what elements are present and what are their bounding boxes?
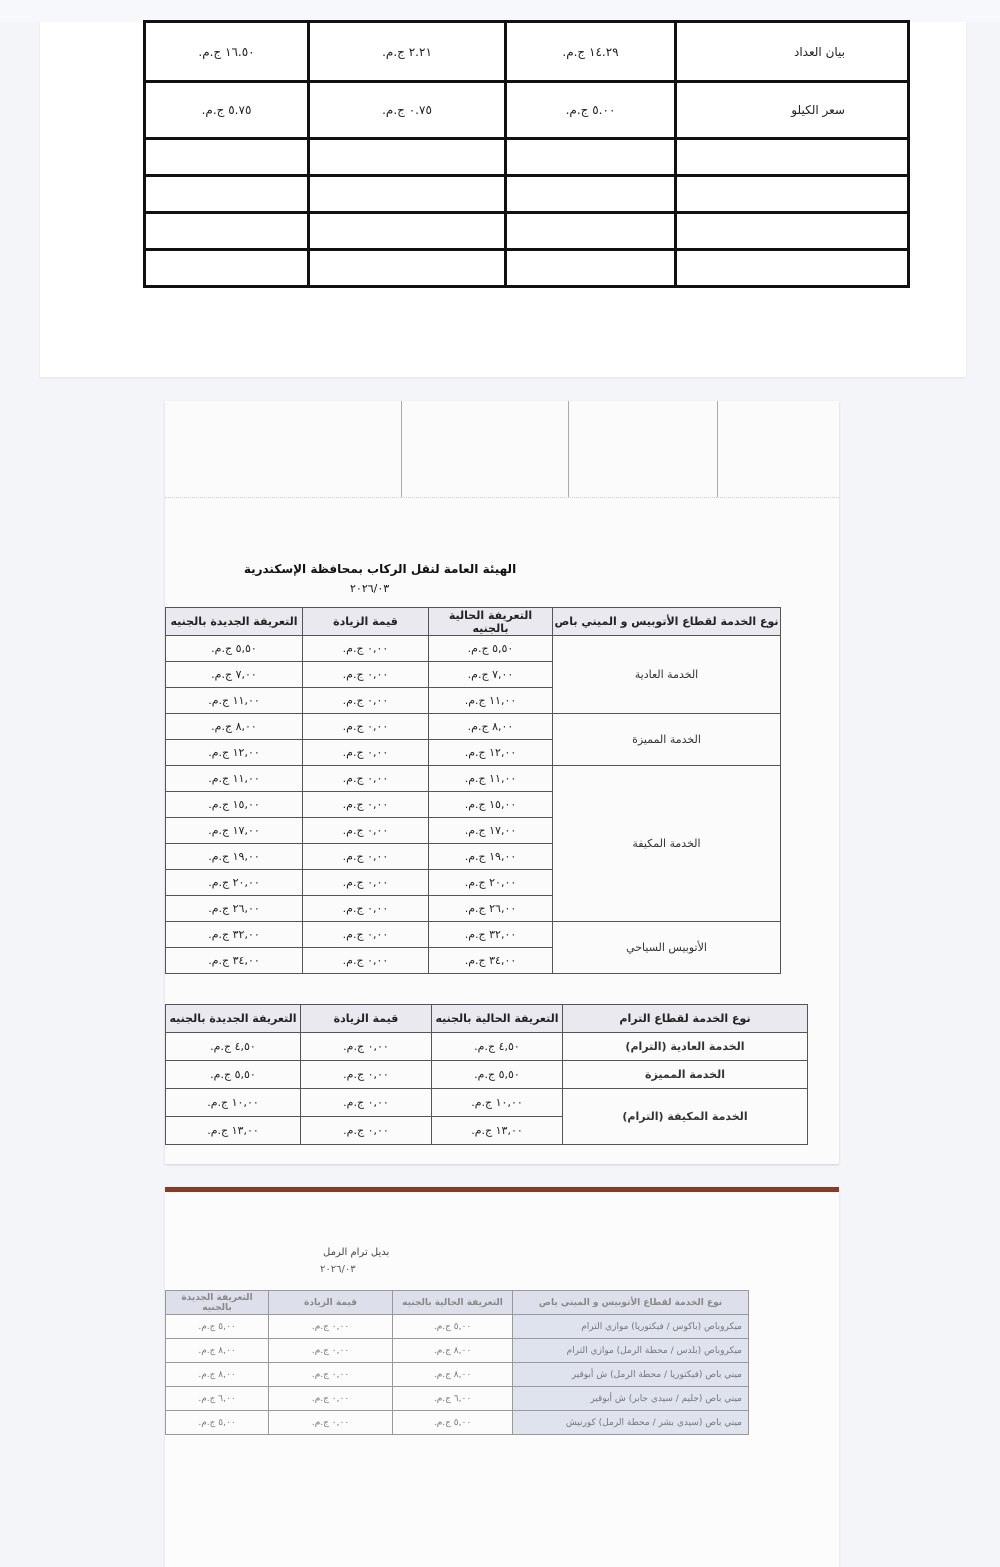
current-fare-cell: ٣٤,٠٠ ج.م. xyxy=(429,948,553,974)
increase-cell: ٠,٠٠ ج.م. xyxy=(303,844,429,870)
new-fare-cell: ٢٠,٠٠ ج.م. xyxy=(166,870,303,896)
new-fare-cell: ١٧,٠٠ ج.م. xyxy=(166,818,303,844)
header-new: التعريفة الجديدة بالجنيه xyxy=(166,1291,269,1315)
header-increase: قيمة الزيادة xyxy=(301,1005,432,1033)
table-row xyxy=(166,1033,808,1061)
service-type-cell: ميني باص (سيدي بشر / محطة الرمل) كورنيش xyxy=(513,1411,749,1435)
current-fare-cell: ٥,٠٠ ج.م. xyxy=(393,1411,513,1435)
new-fare-cell: ٤,٥٠ ج.م. xyxy=(166,1033,301,1061)
current-fare-cell: ٨,٠٠ ج.م. xyxy=(393,1339,513,1363)
table-row xyxy=(166,1411,749,1435)
increase-cell: ٠,٠٠ ج.م. xyxy=(303,896,429,922)
meter-fare-card xyxy=(40,22,966,377)
current-fare-cell: ٢٦,٠٠ ج.م. xyxy=(429,896,553,922)
current-fare-cell: ١١,٠٠ ج.م. xyxy=(429,766,553,792)
scan-edge xyxy=(165,1187,839,1192)
current-fare-cell: ١٣,٠٠ ج.م. xyxy=(432,1117,563,1145)
new-fare-cell: ٥,٥٠ ج.م. xyxy=(166,636,303,662)
new-fare-cell: ١١,٠٠ ج.م. xyxy=(166,766,303,792)
header-current: التعريفة الحالية بالجنيه xyxy=(429,608,553,636)
table-row xyxy=(166,1363,749,1387)
empty-row xyxy=(145,250,909,287)
table-header-row xyxy=(166,1291,749,1315)
header-service-type: نوع الخدمة لقطاع الأتوبيس و الميني باص xyxy=(513,1291,749,1315)
header-service-type: نوع الخدمة لقطاع الأتوبيس و الميني باص xyxy=(553,608,781,636)
top-bar xyxy=(0,0,1000,22)
table-row xyxy=(166,1089,808,1117)
new-fare-cell: ١٩,٠٠ ج.م. xyxy=(166,844,303,870)
tram-alternative-table xyxy=(165,1290,749,1435)
header-increase: قيمة الزيادة xyxy=(303,608,429,636)
ramleh-tram-alternative-scan xyxy=(165,1187,839,1567)
doc3-date: ٢٠٢٦/٠٣ xyxy=(320,1264,356,1275)
service-type-cell: الخدمة المكيفة xyxy=(553,766,781,922)
table-row xyxy=(166,1061,808,1089)
new-fare-cell: ١١,٠٠ ج.م. xyxy=(166,688,303,714)
increase-cell: ٠,٠٠ ج.م. xyxy=(269,1315,393,1339)
doc3-title: بديل ترام الرمل xyxy=(323,1247,390,1258)
service-type-cell: الخدمة العادية xyxy=(553,636,781,714)
increase-cell: ٠,٠٠ ج.م. xyxy=(303,792,429,818)
increase-cell: ٠,٠٠ ج.م. xyxy=(301,1117,432,1145)
new-fare-cell: ٨,٠٠ ج.م. xyxy=(166,714,303,740)
increase-cell: ٠,٠٠ ج.م. xyxy=(303,740,429,766)
new-fare-cell: ١٢,٠٠ ج.م. xyxy=(166,740,303,766)
table-row xyxy=(166,1387,749,1411)
new-fare-cell: ١٥,٠٠ ج.م. xyxy=(166,792,303,818)
table-row xyxy=(145,22,909,82)
new-fare-cell: ٨,٠٠ ج.م. xyxy=(166,1339,269,1363)
current-fare-cell: ٣٢,٠٠ ج.م. xyxy=(429,922,553,948)
header-current: التعريفة الحالية بالجنيه xyxy=(432,1005,563,1033)
previous-page-stub xyxy=(165,401,839,498)
current-fare-cell: ١٥,٠٠ ج.م. xyxy=(429,792,553,818)
current-fare-cell: ١٠,٠٠ ج.م. xyxy=(432,1089,563,1117)
new-fare-cell: ٣٤,٠٠ ج.م. xyxy=(166,948,303,974)
empty-row xyxy=(145,213,909,250)
table-row xyxy=(166,636,781,662)
increase-cell: ٠,٠٠ ج.م. xyxy=(301,1061,432,1089)
increase-cell: ٠,٠٠ ج.م. xyxy=(303,714,429,740)
new-value: ٥.٧٥ ج.م. xyxy=(145,82,309,139)
header-increase: قيمة الزيادة xyxy=(269,1291,393,1315)
current-fare-cell: ٨,٠٠ ج.م. xyxy=(429,714,553,740)
service-type-cell: ميكروباص (باكوس / فيكتوريا) موازي الترام xyxy=(513,1315,749,1339)
new-value: ١٦.٥٠ ج.م. xyxy=(145,22,309,82)
table-row xyxy=(166,922,781,948)
table-header-row xyxy=(166,608,781,636)
increase-cell: ٠,٠٠ ج.م. xyxy=(303,922,429,948)
table-row xyxy=(166,1315,749,1339)
new-fare-cell: ٥,٠٠ ج.م. xyxy=(166,1315,269,1339)
fare-sheet-scan xyxy=(165,401,839,1164)
meter-fare-table xyxy=(143,20,910,288)
tram-fare-table xyxy=(165,1004,808,1145)
current-value: ٥.٠٠ ج.م. xyxy=(506,82,676,139)
new-fare-cell: ٥,٥٠ ج.م. xyxy=(166,1061,301,1089)
increase-cell: ٠,٠٠ ج.م. xyxy=(303,688,429,714)
increase-value: ٢.٢١ ج.م. xyxy=(309,22,506,82)
header-new: التعريفة الجديدة بالجنيه xyxy=(166,1005,301,1033)
header-new: التعريفة الجديدة بالجنيه xyxy=(166,608,303,636)
current-fare-cell: ١١,٠٠ ج.م. xyxy=(429,688,553,714)
row-label: بيان العداد xyxy=(676,22,909,82)
table-row xyxy=(145,82,909,139)
service-type-cell: ميني باص (فيكتوريا / محطة الرمل) ش أبوقير xyxy=(513,1363,749,1387)
service-type-cell: الخدمة المميزة xyxy=(553,714,781,766)
header-current: التعريفة الحالية بالجنيه xyxy=(393,1291,513,1315)
increase-value: ٠.٧٥ ج.م. xyxy=(309,82,506,139)
increase-cell: ٠,٠٠ ج.م. xyxy=(303,948,429,974)
increase-cell: ٠,٠٠ ج.م. xyxy=(303,662,429,688)
new-fare-cell: ٨,٠٠ ج.م. xyxy=(166,1363,269,1387)
increase-cell: ٠,٠٠ ج.م. xyxy=(269,1387,393,1411)
header-service-type: نوع الخدمة لقطاع الترام xyxy=(563,1005,808,1033)
current-fare-cell: ٤,٥٠ ج.م. xyxy=(432,1033,563,1061)
increase-cell: ٠,٠٠ ج.م. xyxy=(303,818,429,844)
empty-row xyxy=(145,139,909,176)
new-fare-cell: ٦,٠٠ ج.م. xyxy=(166,1387,269,1411)
new-fare-cell: ١٣,٠٠ ج.م. xyxy=(166,1117,301,1145)
current-fare-cell: ٨,٠٠ ج.م. xyxy=(393,1363,513,1387)
table-header-row xyxy=(166,1005,808,1033)
empty-row xyxy=(145,176,909,213)
bus-fare-table xyxy=(165,607,781,974)
increase-cell: ٠,٠٠ ج.م. xyxy=(301,1033,432,1061)
current-fare-cell: ١٧,٠٠ ج.م. xyxy=(429,818,553,844)
new-fare-cell: ١٠,٠٠ ج.م. xyxy=(166,1089,301,1117)
doc-date: ٢٠٢٦/٠٣ xyxy=(350,582,390,595)
new-fare-cell: ٥,٠٠ ج.م. xyxy=(166,1411,269,1435)
service-type-cell: الأتوبيس السياحي xyxy=(553,922,781,974)
increase-cell: ٠,٠٠ ج.م. xyxy=(303,766,429,792)
current-fare-cell: ١٩,٠٠ ج.م. xyxy=(429,844,553,870)
increase-cell: ٠,٠٠ ج.م. xyxy=(301,1089,432,1117)
service-type-cell: الخدمة العادية (الترام) xyxy=(563,1033,808,1061)
current-fare-cell: ٥,٠٠ ج.م. xyxy=(393,1315,513,1339)
increase-cell: ٠,٠٠ ج.م. xyxy=(303,870,429,896)
doc-title: الهيئة العامة لنقل الركاب بمحافظة الإسكندرية xyxy=(243,562,517,576)
current-value: ١٤.٢٩ ج.م. xyxy=(506,22,676,82)
increase-cell: ٠,٠٠ ج.م. xyxy=(269,1363,393,1387)
current-fare-cell: ٧,٠٠ ج.م. xyxy=(429,662,553,688)
table-row xyxy=(166,714,781,740)
new-fare-cell: ٢٦,٠٠ ج.م. xyxy=(166,896,303,922)
service-type-cell: الخدمة المكيفة (الترام) xyxy=(563,1089,808,1145)
service-type-cell: ميكروباص (بلدس / محطة الرمل) موازي الترام xyxy=(513,1339,749,1363)
new-fare-cell: ٧,٠٠ ج.م. xyxy=(166,662,303,688)
increase-cell: ٠,٠٠ ج.م. xyxy=(269,1339,393,1363)
current-fare-cell: ٢٠,٠٠ ج.م. xyxy=(429,870,553,896)
table-row xyxy=(166,1339,749,1363)
current-fare-cell: ٥,٥٠ ج.م. xyxy=(429,636,553,662)
service-type-cell: الخدمة المميزة xyxy=(563,1061,808,1089)
table-row xyxy=(166,766,781,792)
increase-cell: ٠,٠٠ ج.م. xyxy=(303,636,429,662)
row-label: سعر الكيلو xyxy=(676,82,909,139)
current-fare-cell: ٦,٠٠ ج.م. xyxy=(393,1387,513,1411)
increase-cell: ٠,٠٠ ج.م. xyxy=(269,1411,393,1435)
new-fare-cell: ٣٢,٠٠ ج.م. xyxy=(166,922,303,948)
current-fare-cell: ٥,٥٠ ج.م. xyxy=(432,1061,563,1089)
current-fare-cell: ١٢,٠٠ ج.م. xyxy=(429,740,553,766)
service-type-cell: ميني باص (جليم / سيدي جابر) ش أبوقير xyxy=(513,1387,749,1411)
